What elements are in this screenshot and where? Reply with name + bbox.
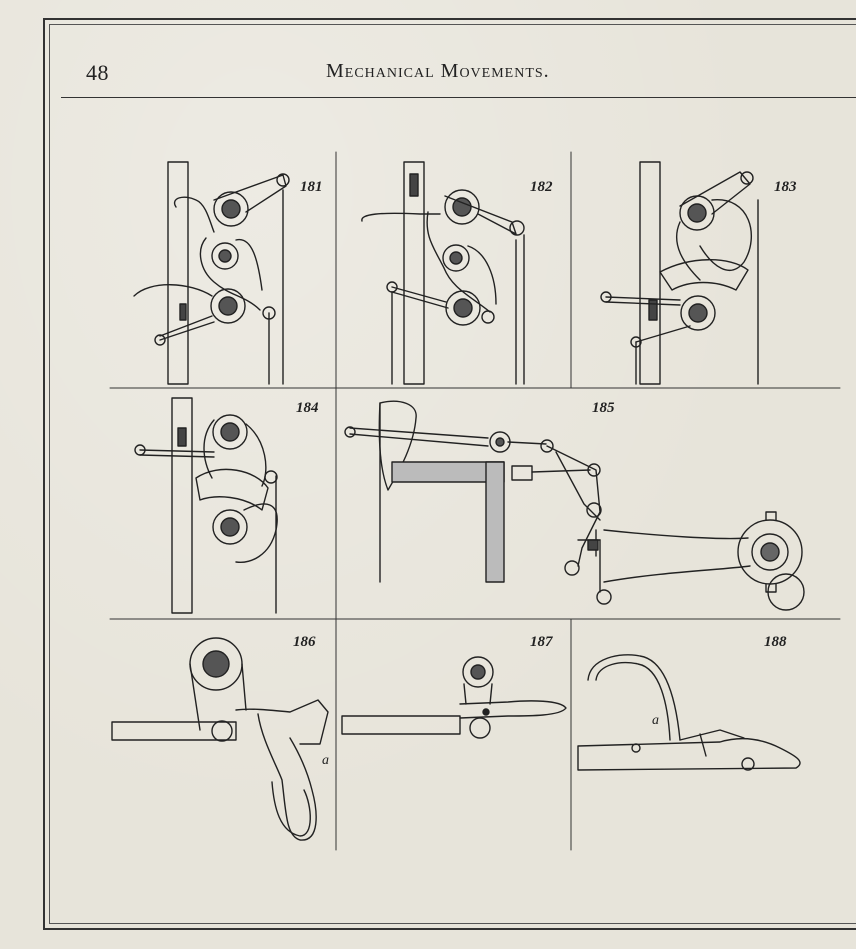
figure-187-number: 187 — [530, 634, 553, 650]
running-title: Mechanical Movements. — [326, 60, 550, 82]
figure-181-drawing — [134, 162, 289, 384]
figure-182-number: 182 — [530, 179, 553, 195]
figure-186-label: a — [322, 753, 329, 768]
figure-181-number: 181 — [300, 179, 323, 195]
figure-185-drawing — [345, 401, 804, 610]
figure-183-number: 183 — [774, 179, 797, 195]
figure-188-number: 188 — [764, 634, 787, 650]
figure-183-drawing — [601, 162, 758, 384]
figure-182-drawing — [362, 162, 524, 384]
figure-186-number: 186 — [293, 634, 316, 650]
figure-188-label: a — [652, 713, 659, 728]
figure-184-number: 184 — [296, 400, 319, 416]
page-number: 48 — [86, 60, 109, 85]
figure-187-drawing — [342, 657, 566, 738]
figure-186-drawing — [112, 638, 328, 840]
figure-185-number: 185 — [592, 400, 615, 416]
figure-184-drawing — [135, 398, 277, 613]
figure-188-drawing — [578, 655, 800, 770]
